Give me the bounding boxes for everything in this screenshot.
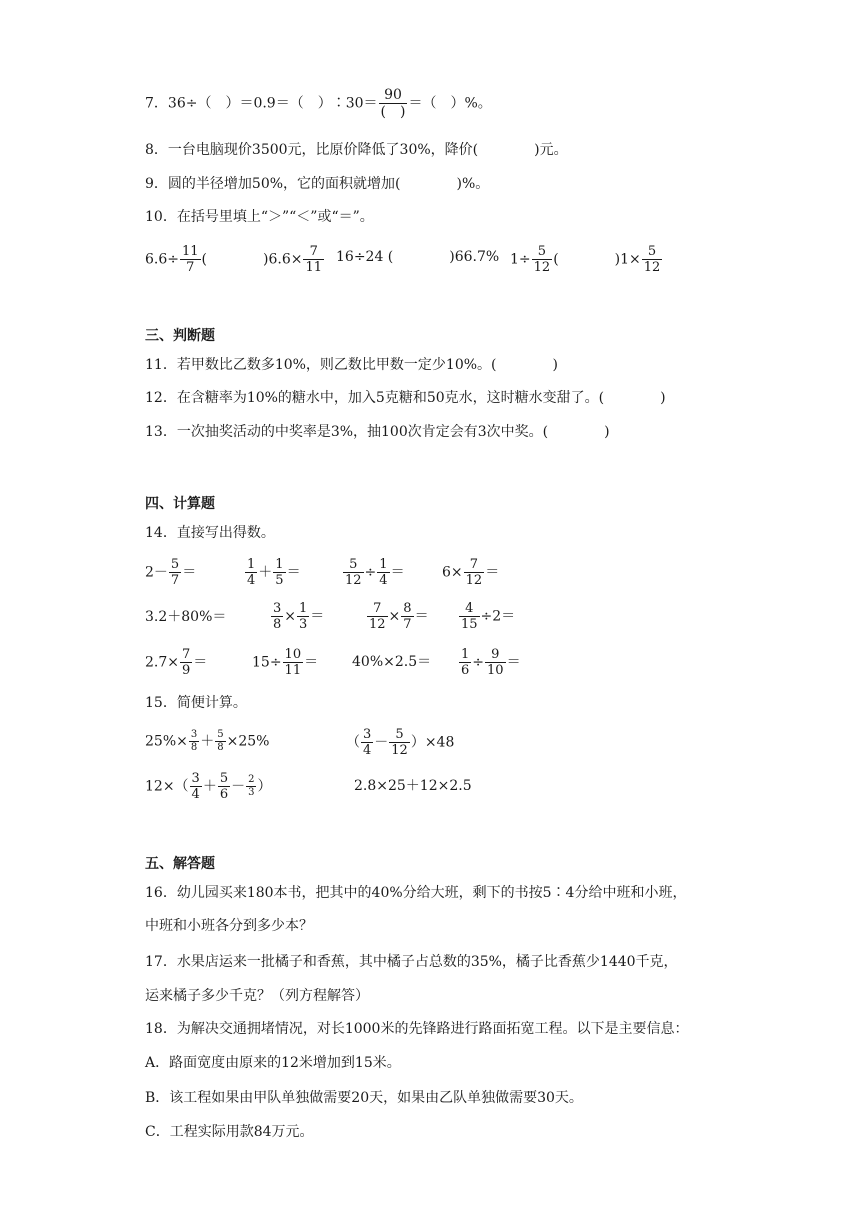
q10-item-1-pre: 6.6÷ — [145, 251, 179, 268]
fraction: $\frac{5}{6}$ — [219, 771, 229, 802]
q7-text-b: ＝（ ）%。 — [408, 95, 492, 112]
q10-frac-4: $\frac{5}{12}$ — [643, 244, 661, 275]
q14-r2-c4 — [458, 602, 515, 631]
expr-text: ÷ — [364, 564, 377, 581]
expr-text: ＝ — [193, 654, 208, 671]
expr-text: － — [231, 778, 246, 795]
q14-r2-c2 — [270, 602, 324, 631]
expr-text: ÷ — [472, 654, 485, 671]
fraction: $\frac{7}{12}$ — [465, 557, 483, 588]
question-16-line-2: 中班和小班各分到多少本？ — [145, 918, 313, 934]
fraction: $\frac{7}{9}$ — [182, 647, 191, 678]
question-8: 8．一台电脑现价3500元，比原价降低了30%，降价( )元。 — [145, 142, 568, 158]
expr-text: 2－ — [145, 564, 168, 581]
q14-r3-c1 — [145, 648, 207, 677]
fraction: $\frac{1}{6}$ — [461, 647, 470, 678]
question-15-title: 15．简便计算。 — [145, 695, 247, 711]
question-14-title: 14．直接写出得数。 — [145, 525, 275, 541]
q15-expr-1 — [145, 730, 269, 753]
question-18-a: A．路面宽度由原来的12米增加到15米。 — [145, 1055, 401, 1071]
section-4-heading: 四、计算题 — [145, 496, 215, 512]
q14-r2-c1: 3.2＋80%＝ — [145, 609, 227, 625]
expr-text: ）×48 — [410, 734, 455, 751]
fraction: $\frac{3}{8}$ — [190, 729, 198, 753]
fraction: $\frac{1}{4}$ — [247, 557, 256, 588]
expr-text: ×25% — [226, 733, 270, 750]
fraction: $\frac{10}{11}$ — [284, 647, 302, 678]
section-5-heading: 五、解答题 — [145, 856, 215, 872]
q10-frac-1: $\frac{11}{7}$ — [182, 244, 199, 275]
q14-r3-c2 — [252, 648, 318, 677]
q10-item-3-mid: ( )1× — [553, 251, 641, 268]
expr-text: 15÷ — [252, 654, 282, 671]
question-17-line-1: 17．水果店运来一批橘子和香蕉，其中橘子占总数的35%，橘子比香蕉少1440千克， — [145, 954, 678, 970]
fraction: $\frac{8}{7}$ — [403, 601, 412, 632]
expr-text: ＝ — [485, 564, 500, 581]
q14-r1-c3 — [342, 558, 405, 587]
expr-text: ＋ — [258, 564, 273, 581]
expr-text: ＋ — [200, 733, 215, 750]
expr-text: ÷2＝ — [480, 608, 516, 625]
fraction: $\frac{9}{10}$ — [487, 647, 504, 678]
question-11: 11．若甲数比乙数多10%，则乙数比甲数一定少10%。( ) — [145, 357, 558, 373]
expr-text: ＋ — [202, 778, 217, 795]
question-17-line-2: 运来橘子多少千克？（列方程解答） — [145, 988, 369, 1004]
fraction: $\frac{1}{3}$ — [299, 601, 308, 632]
expr-text: 25%× — [145, 733, 188, 750]
question-18: 18．为解决交通拥堵情况，对长1000米的先锋路进行路面拓宽工程。以下是主要信息： — [145, 1021, 689, 1037]
expr-text: ＝ — [310, 608, 325, 625]
q10-item-3-pre: 1÷ — [510, 251, 531, 268]
fraction: $\frac{3}{8}$ — [273, 601, 282, 632]
fraction: $\frac{5}{12}$ — [391, 727, 408, 758]
expr-text: ＝ — [182, 564, 197, 581]
question-12: 12．在含糖率为10%的糖水中，加入5克糖和50克水，这时糖水变甜了。( ) — [145, 390, 666, 406]
q7-denominator: ( ) — [380, 104, 406, 120]
expr-text: ＝ — [286, 564, 301, 581]
q7-fraction — [379, 88, 408, 119]
fraction: $\frac{5}{8}$ — [217, 729, 224, 753]
expr-text: ＝ — [414, 608, 429, 625]
expr-text: ＝ — [506, 654, 521, 671]
question-18-c: C．工程实际用款84万元。 — [145, 1124, 314, 1140]
expr-text: × — [388, 608, 401, 625]
fraction: $\frac{2}{3}$ — [248, 774, 255, 798]
q10-item-3 — [510, 245, 663, 274]
q10-frac-3: $\frac{5}{12}$ — [533, 244, 551, 275]
fraction: $\frac{3}{4}$ — [363, 727, 372, 758]
question-18-b: B．该工程如果由甲队单独做需要20天，如果由乙队单独做需要30天。 — [145, 1090, 583, 1106]
question-10-title: 10．在括号里填上“＞”“＜”或“＝”。 — [145, 209, 374, 225]
q14-r2-c3 — [366, 602, 429, 631]
fraction: $\frac{4}{15}$ — [461, 601, 478, 632]
expr-text: ＝ — [390, 564, 405, 581]
q7-text-a: 7．36÷（ ）＝0.9＝（ ）∶30＝ — [145, 95, 378, 112]
fraction: $\frac{1}{5}$ — [275, 557, 284, 588]
q15-expr-3 — [145, 772, 271, 801]
q14-r3-c4 — [458, 648, 521, 677]
q14-r1-c2 — [244, 558, 301, 587]
fraction: $\frac{7}{12}$ — [369, 601, 386, 632]
expr-text: × — [284, 608, 297, 625]
q10-item-2: 16÷24 ( )66.7% — [336, 249, 500, 265]
q14-r1-c1 — [145, 558, 196, 587]
question-7 — [145, 88, 492, 119]
expr-text: ） — [257, 778, 272, 795]
fraction: $\frac{1}{4}$ — [379, 557, 388, 588]
fraction: $\frac{5}{7}$ — [170, 557, 180, 588]
question-13: 13．一次抽奖活动的中奖率是3%，抽100次肯定会有3次中奖。( ) — [145, 424, 610, 440]
question-16-line-1: 16．幼儿园买来180本书，把其中的40%分给大班，剩下的书按5∶4分给中班和小班， — [145, 885, 687, 901]
expr-text: 2.7× — [145, 654, 179, 671]
q14-r1-c4 — [442, 558, 499, 587]
q7-numerator: 90 — [384, 87, 402, 103]
q10-item-1 — [145, 245, 325, 274]
q10-item-1-mid: ( )6.6× — [201, 251, 303, 268]
expr-text: 12×（ — [145, 778, 189, 795]
expr-text: ＝ — [304, 654, 319, 671]
expr-text: （ — [346, 734, 360, 751]
section-3-heading: 三、判断题 — [145, 328, 215, 344]
fraction: $\frac{5}{12}$ — [345, 557, 362, 588]
expr-text: － — [374, 734, 389, 751]
q10-frac-2: $\frac{7}{11}$ — [305, 244, 323, 275]
q15-expr-4: 2.8×25＋12×2.5 — [354, 778, 472, 794]
fraction: $\frac{3}{4}$ — [191, 771, 200, 802]
q14-r3-c3: 40%×2.5＝ — [352, 654, 432, 670]
expr-text: 6× — [442, 564, 463, 581]
q15-expr-2 — [346, 728, 454, 757]
question-9: 9．圆的半径增加50%，它的面积就增加( )%。 — [145, 176, 490, 192]
